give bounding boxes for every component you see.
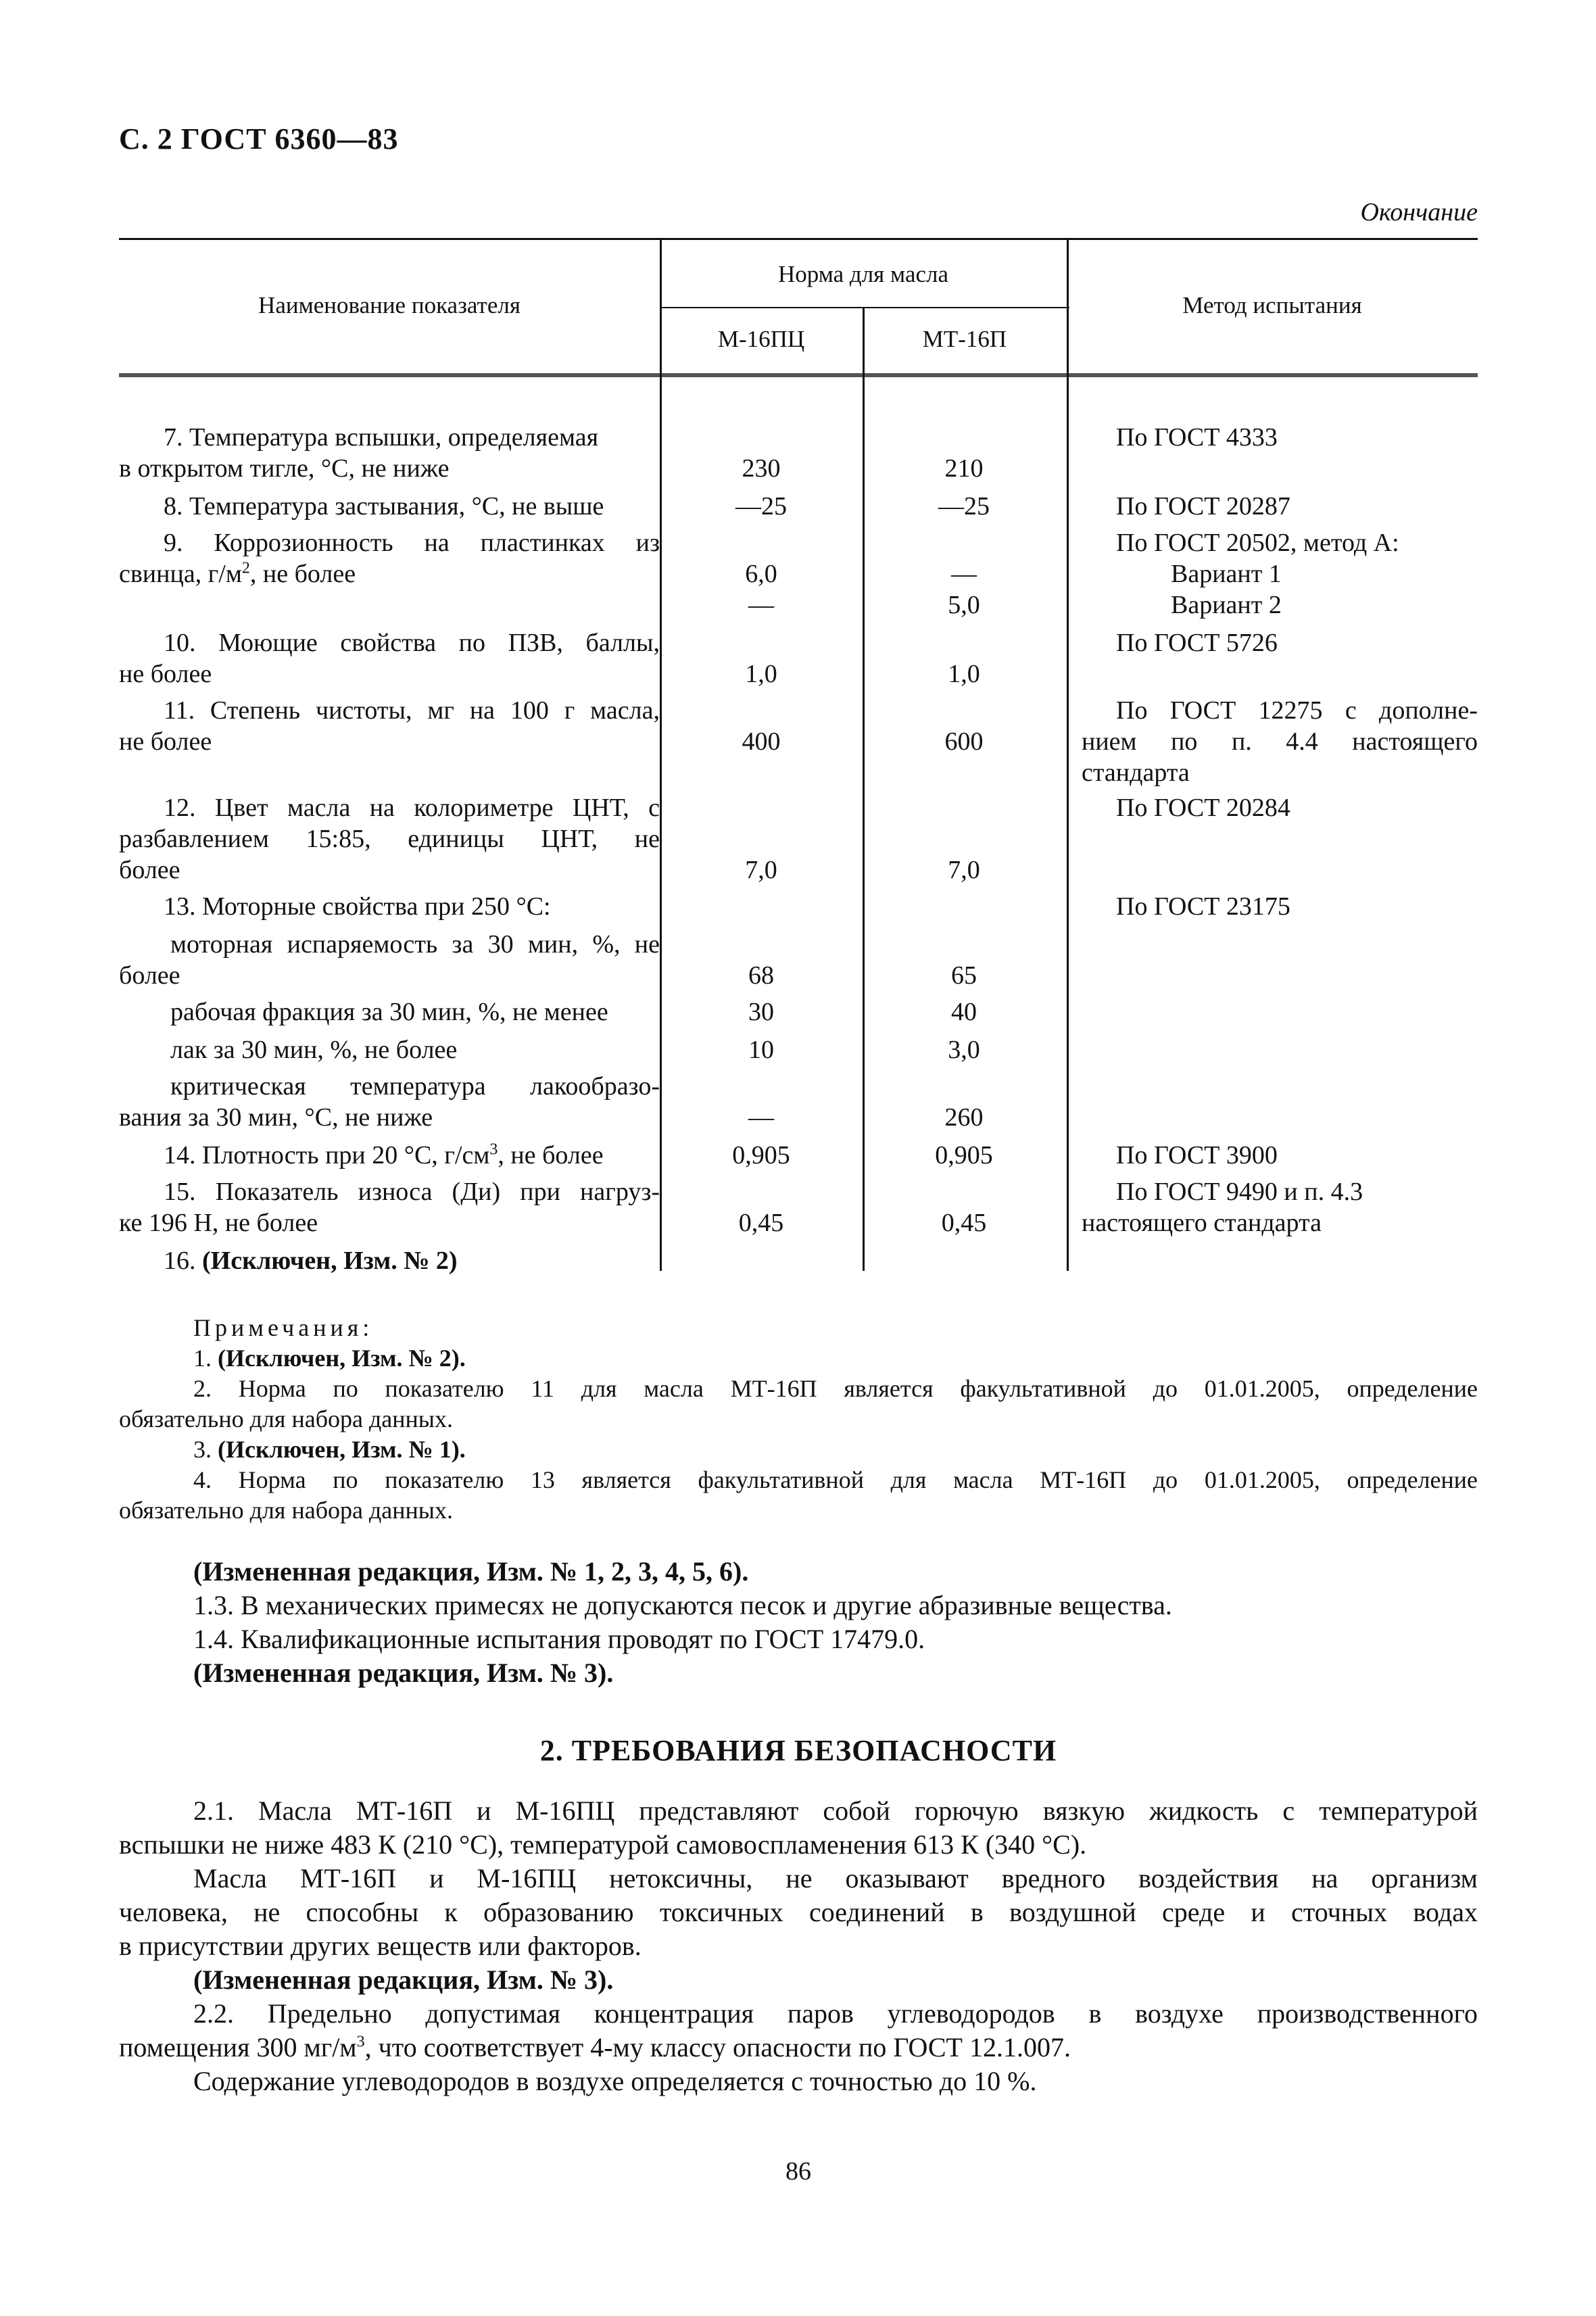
value-m16pc: 6,0 (745, 560, 777, 588)
clause-2-1-cont: человека, не способны к образованию токсичных соединений в воздушной среде и сточных водах (119, 1897, 1478, 1927)
header-bottom-rule (119, 373, 1478, 377)
indicator-name: моторная испаряемость за 30 мин, %, не (170, 930, 660, 959)
test-method-cont: нием по п. 4.4 настоящего (1082, 727, 1478, 756)
value-m16pc: —25 (735, 492, 787, 521)
indicator-name-cont: вания за 30 мин, °С, не ниже (119, 1103, 433, 1132)
value-mt16p: 65 (951, 961, 977, 990)
note-2: 2. Норма по показателю 11 для масла МТ-16П является факультативной до 01.01.2005, определение (193, 1375, 1478, 1402)
clause-2-2-cont: помещения 300 $мг/м^3$, что соответствует 4-му классу опасности по ГОСТ 12.1.007. (119, 2032, 1071, 2062)
test-method-cont: настоящего стандарта (1082, 1209, 1322, 1237)
clause-2-2-cont: Содержание углеводородов в воздухе определяется с точностью до 10 %. (193, 2066, 1037, 2096)
edit-note: (Измененная редакция, Изм. № 3). (193, 1964, 614, 1995)
col-header-m16pc: М-16ПЦ (717, 326, 805, 352)
test-method: По ГОСТ 12275 с дополне- (1116, 696, 1478, 725)
value-mt16p: 7,0 (948, 856, 980, 884)
spec-table (119, 238, 1478, 1275)
clause-1-4: 1.4. Квалификационные испытания проводят по ГОСТ 17479.0. (193, 1624, 925, 1654)
value-mt16p: —25 (938, 492, 990, 521)
clause-2-1: 2.1. Масла МТ-16П и М-16ПЦ представляют собой горючую вязкую жидкость с температурой (193, 1795, 1478, 1826)
indicator-name: 16. (Исключен, Изм. № 2) (164, 1247, 458, 1275)
indicator-name: критическая температура лакообразо- (170, 1072, 660, 1101)
value-m16pc: — (748, 1103, 774, 1132)
col-header-indicator: Наименование показателя (258, 292, 521, 318)
indicator-name-cont: более (119, 961, 180, 990)
section-2-text (119, 1794, 1478, 2098)
note-1: 1. (Исключен, Изм. № 2). (193, 1345, 466, 1372)
value-m16pc: 400 (742, 727, 781, 756)
clause-1-3: 1.3. В механических примесях не допускаются песок и другие абразивные вещества. (193, 1590, 1172, 1620)
column-divider (1067, 238, 1069, 1271)
value-mt16p: 0,45 (941, 1209, 987, 1237)
clause-2-1-cont: в присутствии других веществ или факторов. (119, 1931, 642, 1961)
indicator-name: 15. Показатель износа (Ди) при нагруз- (164, 1178, 660, 1206)
value-m16pc: 7,0 (745, 856, 777, 884)
indicator-name: 11. Степень чистоты, мг на 100 г масла, (164, 696, 660, 725)
test-method: По ГОСТ 23175 (1116, 892, 1290, 921)
indicator-name: 9. Коррозионность на пластинках из (164, 529, 660, 557)
indicator-name: 14. Плотность при 20 °С, $г/см^3$, не более (164, 1140, 604, 1169)
value-m16pc: 230 (742, 454, 781, 483)
test-method: По ГОСТ 3900 (1116, 1141, 1278, 1169)
col-header-mt16p: МТ-16П (922, 326, 1007, 352)
indicator-name: 8. Температура застывания, °С, не выше (164, 492, 604, 521)
indicator-name: 10. Моющие свойства по ПЗВ, баллы, (164, 629, 660, 657)
indicator-name: 7. Температура вспышки, определяемая (164, 423, 599, 452)
body-text (119, 1555, 1478, 1690)
table-continuation-label: Окончание (1360, 198, 1478, 226)
indicator-name: лак за 30 мин, %, не более (170, 1036, 458, 1064)
indicator-name: 12. Цвет масла на колориметре ЦНТ, с (164, 794, 660, 822)
clause-2-2: 2.2. Предельно допустимая концентрация паров углеводородов в воздухе производственного (193, 1998, 1478, 2029)
value-mt16p: 3,0 (948, 1036, 980, 1064)
value-mt16p: 1,0 (948, 660, 980, 688)
value-mt16p: 0,905 (935, 1141, 993, 1169)
edit-note: (Измененная редакция, Изм. № 1, 2, 3, 4, 5, 6). (193, 1556, 749, 1587)
value-m16pc: 1,0 (745, 660, 777, 688)
indicator-name-cont: свинца, $г/м^2$, не более (119, 559, 356, 588)
value-mt16p: 5,0 (948, 591, 980, 619)
indicator-name-cont: разбавлением 15:85, единицы ЦНТ, не (119, 825, 660, 853)
indicator-name: 13. Моторные свойства при 250 °С: (164, 892, 551, 921)
value-mt16p: 40 (951, 998, 977, 1026)
test-method: По ГОСТ 5726 (1116, 629, 1278, 657)
test-method: По ГОСТ 20284 (1116, 794, 1290, 822)
notes-title: Примечания: (193, 1314, 374, 1341)
test-method: По ГОСТ 20287 (1116, 492, 1290, 521)
value-mt16p: 260 (944, 1103, 984, 1132)
note-4-cont: обязательно для набора данных. (119, 1497, 453, 1524)
note-4: 4. Норма по показателю 13 является факультативной для масла МТ-16П до 01.01.2005, определение (193, 1466, 1478, 1493)
value-m16pc: 0,905 (732, 1141, 790, 1169)
test-method: По ГОСТ 20502, метод А: (1116, 529, 1399, 557)
page-number: 86 (785, 2157, 811, 2186)
value-m16pc: 30 (748, 998, 774, 1026)
test-method-cont: стандарта (1082, 758, 1190, 787)
indicator-name-cont: не более (119, 727, 212, 756)
notes-block (119, 1313, 1478, 1526)
section-title: 2. ТРЕБОВАНИЯ БЕЗОПАСНОСТИ (539, 1734, 1057, 1767)
page-header: С. 2 ГОСТ 6360—83 (119, 122, 399, 155)
indicator-name-cont: в открытом тигле, °С, не ниже (119, 454, 450, 483)
value-mt16p: 210 (944, 454, 984, 483)
col-header-method: Метод испытания (1182, 292, 1362, 318)
indicator-name-cont: не более (119, 660, 212, 688)
note-3: 3. (Исключен, Изм. № 1). (193, 1436, 466, 1463)
value-m16pc: 68 (748, 961, 774, 990)
norm-subheader-rule (660, 307, 1069, 308)
table-top-rule (119, 238, 1478, 240)
indicator-name-cont: ке 196 Н, не более (119, 1209, 318, 1237)
test-method: По ГОСТ 9490 и п. 4.3 (1116, 1178, 1363, 1206)
value-m16pc: — (748, 591, 774, 619)
value-m16pc: 0,45 (738, 1209, 784, 1237)
indicator-name-cont: более (119, 856, 180, 884)
clause-2-1-cont: вспышки не ниже 483 К (210 °С), температурой самовоспламенения 613 К (340 °С). (119, 1829, 1087, 1860)
col-header-norm: Норма для масла (777, 261, 949, 287)
value-m16pc: 10 (748, 1036, 774, 1064)
value-mt16p: 600 (944, 727, 984, 756)
test-method: По ГОСТ 4333 (1116, 423, 1278, 452)
test-method-variant: Вариант 1 (1171, 560, 1282, 588)
test-method-variant: Вариант 2 (1171, 591, 1282, 619)
indicator-name: рабочая фракция за 30 мин, %, не менее (170, 998, 608, 1026)
clause-2-1-cont: Масла МТ-16П и М-16ПЦ нетоксичны, не оказывают вредного воздействия на организм (193, 1863, 1478, 1893)
note-2-cont: обязательно для набора данных. (119, 1405, 453, 1432)
value-mt16p: — (951, 560, 977, 588)
edit-note: (Измененная редакция, Изм. № 3). (193, 1658, 614, 1688)
